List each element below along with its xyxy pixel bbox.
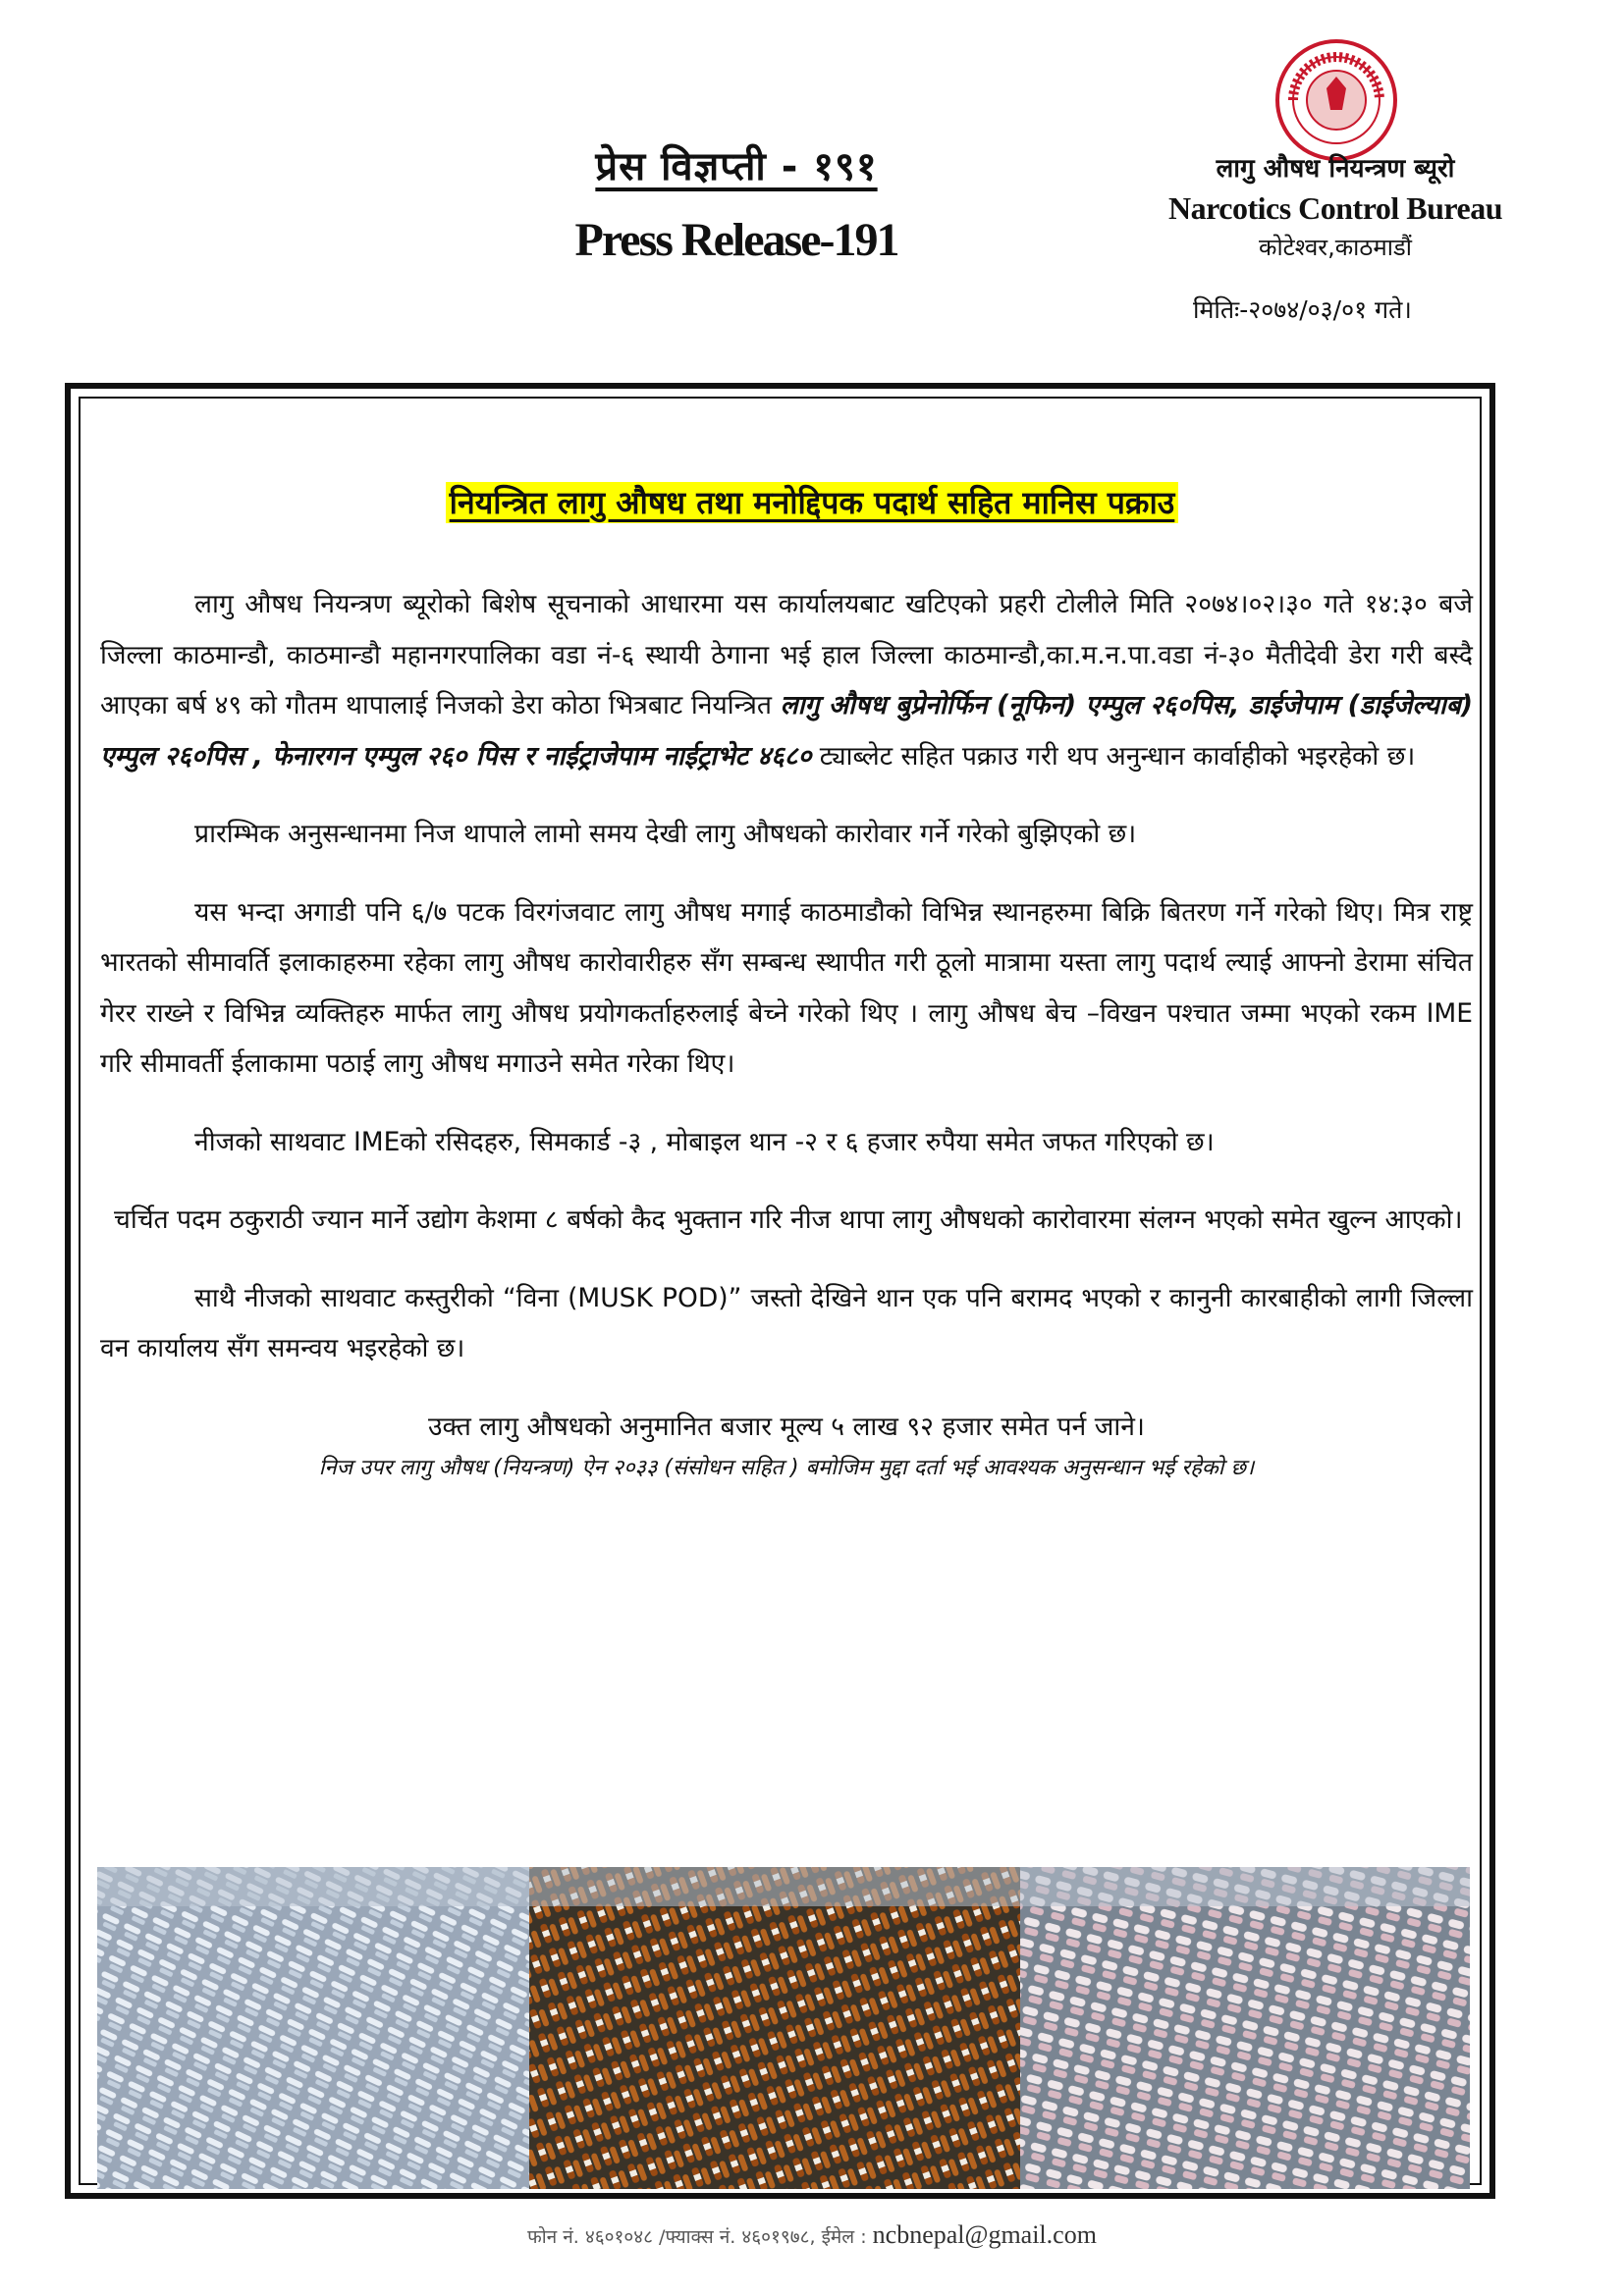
press-release-heading [491, 137, 982, 267]
paragraph-1-ending: ट्याब्लेट सहित पक्राउ गरी थप अनुन्धान कार्वाहीको भइरहेको छ। [811, 740, 1416, 772]
contact-numbers: फोन नं. ४६०१०४८ /फ्याक्स नं. ४६०१९७८, ईमेल : [527, 2226, 873, 2248]
organization-name-english: Narcotics Control Bureau [1168, 190, 1502, 226]
seized-drugs-list: लागु औषध बुप्रेनोर्फिन (नूफिन) एम्पुल २६०पिस, डाईजेपाम (डाईजेल्याब) एम्पुल २६०पिस , फेनारगन एम्पुल २६० पिस र नाईट्राजेपाम नाईट्राभेट ४६८० [100, 690, 1473, 772]
paragraph-trafficking-history: यस भन्दा अगाडी पनि ६/७ पटक विरगंजवाट लागु औषध मगाई काठमाडौको विभिन्न स्थानहरुमा बिक्रि बितरण गर्ने गरेको थिए। मित्र राष्ट्र भारतको सीमावर्ति इलाकाहरुमा रहेका लागु औषध कारोवारीहरु सँग सम्बन्ध स्थापीत गरी ठूलो मात्रामा यस्ता लागु पदार्थ ल्याई आफ्नो डेरामा संचित गेरर राख्ने र विभिन्न व्यक्तिहरु मार्फत लागु औषध प्रयोगकर्ताहरुलाई बेच्ने गरेको थिए । लागु औषध बेच –विखन पश्चात जम्मा भएको रकम IME गरि सीमावर्ती ईलाकामा पठाई लागु औषध मगाउने समेत गरेका थिए। [100, 896, 1473, 1079]
title-nepali: प्रेस विज्ञप्ती - १९१ [595, 144, 878, 189]
paragraph-preliminary-investigation: प्रारम्भिक अनुसन्धानमा निज थापाले लामो समय देखी लागु औषधको कारोवार गर्ने गरेको बुझिएको छ। [194, 819, 1137, 849]
organization-name-nepali: लागु औषध नियन्त्रण ब्यूरो [1216, 154, 1455, 184]
title-english: Press Release-191 [574, 214, 898, 266]
paragraph-criminal-record: चर्चित पदम ठकुराठी ज्यान मार्ने उद्योग केशमा ८ बर्षको कैद भुक्तान गरि नीज थापा लागु औषधको कारोवारमा संलग्न भएको समेत खुल्न आएको। [114, 1204, 1463, 1235]
government-seal-logo [1273, 37, 1399, 163]
paragraph-musk-pod: साथै नीजको साथवाट कस्तुरीको “विना (MUSK POD)” जस्तो देखिने थान एक पनि बरामद भएको र कानुनी कारबाहीको लागी जिल्ला वन कार्यालय सँग समन्वय भइरहेको छ। [100, 1282, 1473, 1363]
paragraph-market-value: उक्त लागु औषधको अनुमानित बजार मूल्य ५ लाख ९२ हजार समेत पर्न जाने। [428, 1411, 1145, 1442]
release-date: मितिः-२०७४/०३/०१ गते। [1193, 295, 1412, 324]
paragraph-arrest-details [100, 579, 1473, 781]
paragraph-legal-action: निज उपर लागु औषध (नियन्त्रण) ऐन २०३३ (संसोधन सहित ) बमोजिम मुद्दा दर्ता भई आवश्यक अनुसन्धान भई रहेको छ। [318, 1456, 1255, 1480]
paragraph-seized-items: नीजको साथवाट IMEको रसिदहरु, सिमकार्ड -३ , मोबाइल थान -२ र ६ हजार रुपैया समेत जफत गरिएको छ। [194, 1126, 1215, 1157]
headline-text: नियन्त्रित लागु औषध तथा मनोद्दिपक पदार्थ सहित मानिस पक्राउ [446, 482, 1179, 523]
paragraph-1-text: लागु औषध नियन्त्रण ब्यूरोको बिशेष सूचनाको आधारमा यस कार्यालयबाट खटिएको प्रहरी टोलीले मिति २०७४।०२।३० गते १४:३० बजे जिल्ला काठमान्डौ, काठमान्डौ महानगरपालिका वडा नं-६ स्थायी ठेगाना भई हाल जिल्ला काठमान्डौ,का.म.न.पा.वडा नं-३० मैतीदेवी डेरा गरी बस्दै आएका बर्ष ४९ को गौतम थापालाई निजको डेरा कोठा भित्रबाट नियन्त्रित [100, 589, 1473, 721]
organization-address: कोटेश्वर,काठमाडौं [1259, 234, 1412, 261]
headline [0, 481, 1624, 523]
contact-email[interactable]: ncbnepal@gmail.com [872, 2220, 1097, 2249]
contact-footer [0, 2220, 1624, 2250]
organization-block [1129, 149, 1542, 263]
seized-drugs-photo [97, 1867, 1470, 2189]
release-body [100, 579, 1473, 1485]
